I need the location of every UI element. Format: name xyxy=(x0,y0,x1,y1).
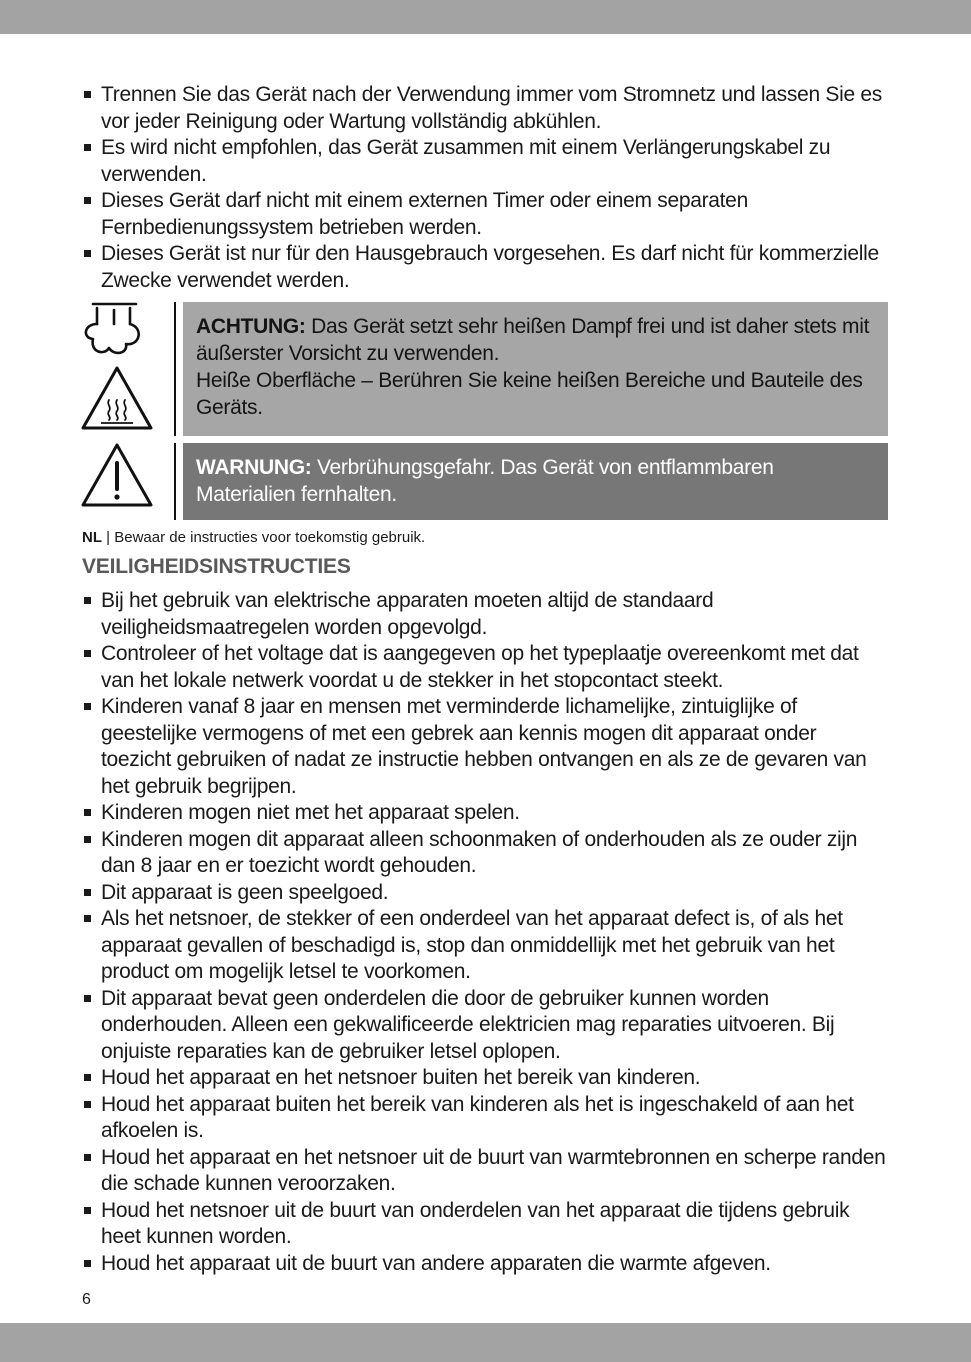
list-item xyxy=(0,641,888,694)
bullet-square xyxy=(84,1101,91,1108)
bullet-square xyxy=(84,703,91,710)
page-number: 6 xyxy=(82,1291,91,1308)
list-item-text: Trennen Sie das Gerät nach der Verwendung immer vom Stromnetz und lassen Sie es vor jeder Reinigung oder Wartung vollständig abkühlen. xyxy=(101,83,882,133)
bullet-square xyxy=(84,889,91,896)
header-bar xyxy=(0,0,971,34)
list-item-text: Kinderen vanaf 8 jaar en mensen met verminderde lichamelijke, zintuiglijke of geestelijke vermogens of met een gebrek aan kennis mogen dit apparaat onder toezicht gebruiken of nadat ze instructie hebben ontvangen en als ze de gevaren van het gebruik begrijpen. xyxy=(101,695,867,798)
bullet-square xyxy=(84,250,91,257)
list-item xyxy=(0,694,888,800)
bullet-square xyxy=(84,809,91,816)
list-item-text: Es wird nicht empfohlen, das Gerät zusammen mit einem Verlängerungskabel zu verwenden. xyxy=(101,136,831,186)
warnung-warning-box xyxy=(183,443,888,520)
bullet-square xyxy=(84,650,91,657)
list-item-text: Houd het apparaat en het netsnoer uit de buurt van warmtebronnen en scherpe randen die schade kunnen veroorzaken. xyxy=(101,1145,886,1195)
list-item xyxy=(0,188,888,241)
list-item-text: Kinderen mogen dit apparaat alleen schoonmaken of onderhouden als ze ouder zijn dan 8 jaar en er toezicht wordt gehouden. xyxy=(101,827,858,877)
bullet-square xyxy=(84,995,91,1002)
list-item xyxy=(0,82,888,135)
list-item-text: Dieses Gerät ist nur für den Hausgebrauch vorgesehen. Es darf nicht für kommerzielle Zwecke verwendet werden. xyxy=(101,242,879,292)
bullet-square xyxy=(84,144,91,151)
achtung-label: ACHTUNG: xyxy=(196,315,306,338)
nl-safety-list xyxy=(0,588,888,1277)
list-item-text: Dit apparaat is geen speelgoed. xyxy=(101,880,389,904)
list-item xyxy=(0,1065,888,1092)
language-code: NL xyxy=(82,529,102,546)
language-note-text: Bewaar de instructies voor toekomstig gebruik. xyxy=(114,529,426,546)
list-item xyxy=(0,800,888,827)
bullet-square xyxy=(84,1207,91,1214)
section-title: VEILIGHEIDSINSTRUCTIES xyxy=(82,555,351,578)
list-item xyxy=(0,1251,888,1278)
list-item-text: Houd het apparaat uit de buurt van andere apparaten die warmte afgeven. xyxy=(101,1251,771,1275)
bullet-square xyxy=(84,597,91,604)
bullet-square xyxy=(84,915,91,922)
list-item-text: Dieses Gerät darf nicht mit einem externen Timer oder einem separaten Fernbedienungssystem betrieben werden. xyxy=(101,189,748,239)
divider-line xyxy=(174,302,176,436)
general-warning-icon xyxy=(79,441,155,509)
list-item xyxy=(0,1198,888,1251)
steam-hazard-icon xyxy=(80,302,148,358)
list-item-text: Bij het gebruik van elektrische apparaten moeten altijd de standaard veiligheidsmaatregelen worden opgevolgd. xyxy=(101,589,714,639)
list-item-text: Als het netsnoer, de stekker of een onderdeel van het apparaat defect is, of als het apparaat gevallen of beschadigd is, stop dan onmiddellijk met het gebruik van het product om mogelijk letsel te voorkomen. xyxy=(101,907,843,983)
list-item xyxy=(0,588,888,641)
bullet-square xyxy=(84,1260,91,1267)
divider-line xyxy=(174,443,176,520)
footer-bar xyxy=(0,1323,971,1362)
bullet-square xyxy=(84,836,91,843)
list-item-text: Houd het apparaat buiten het bereik van kinderen als het is ingeschakeld of aan het afkoelen is. xyxy=(101,1092,854,1142)
achtung-caution-box xyxy=(183,302,888,436)
hot-surface-warning-icon xyxy=(79,364,155,432)
list-item xyxy=(0,880,888,907)
warnung-text: Verbrühungsgefahr. Das Gerät von entflammbaren Materialien fernhalten. xyxy=(196,456,774,506)
list-item xyxy=(0,1092,888,1145)
list-item-text: Dit apparaat bevat geen onderdelen die door de gebruiker kunnen worden onderhouden. Alleen een gekwalificeerde elektricien mag reparaties uitvoeren. Bij onjuiste reparaties kan de gebruiker letsel oplopen. xyxy=(101,986,835,1063)
bullet-square xyxy=(84,197,91,204)
bullet-square xyxy=(84,91,91,98)
de-safety-list xyxy=(0,82,888,294)
list-item-text: Houd het netsnoer uit de buurt van onderdelen van het apparaat die tijdens gebruik heet kunnen worden. xyxy=(101,1198,850,1248)
list-item xyxy=(0,906,888,986)
bullet-square xyxy=(84,1154,91,1161)
list-item-text: Houd het apparaat en het netsnoer buiten het bereik van kinderen. xyxy=(101,1066,701,1089)
hot-surface-text: Heiße Oberfläche – Berühren Sie keine heißen Bereiche und Bauteile des Geräts. xyxy=(196,369,863,419)
list-item xyxy=(0,827,888,880)
list-item-text: Controleer of het voltage dat is aangegeven op het typeplaatje overeenkomt met dat van het lokale netwerk voordat u de stekker in het stopcontact steekt. xyxy=(101,642,859,692)
list-item-text: Kinderen mogen niet met het apparaat spelen. xyxy=(101,801,520,824)
list-item xyxy=(0,986,888,1066)
warnung-label: WARNUNG: xyxy=(196,456,312,479)
list-item xyxy=(0,135,888,188)
bullet-square xyxy=(84,1074,91,1081)
achtung-paragraph xyxy=(196,313,876,367)
list-item xyxy=(0,1145,888,1198)
list-item xyxy=(0,241,888,294)
language-note: NL | Bewaar de instructies voor toekomstig gebruik. xyxy=(82,529,426,546)
achtung-text: Das Gerät setzt sehr heißen Dampf frei und ist daher stets mit äußerster Vorsicht zu verwenden. xyxy=(196,315,870,365)
